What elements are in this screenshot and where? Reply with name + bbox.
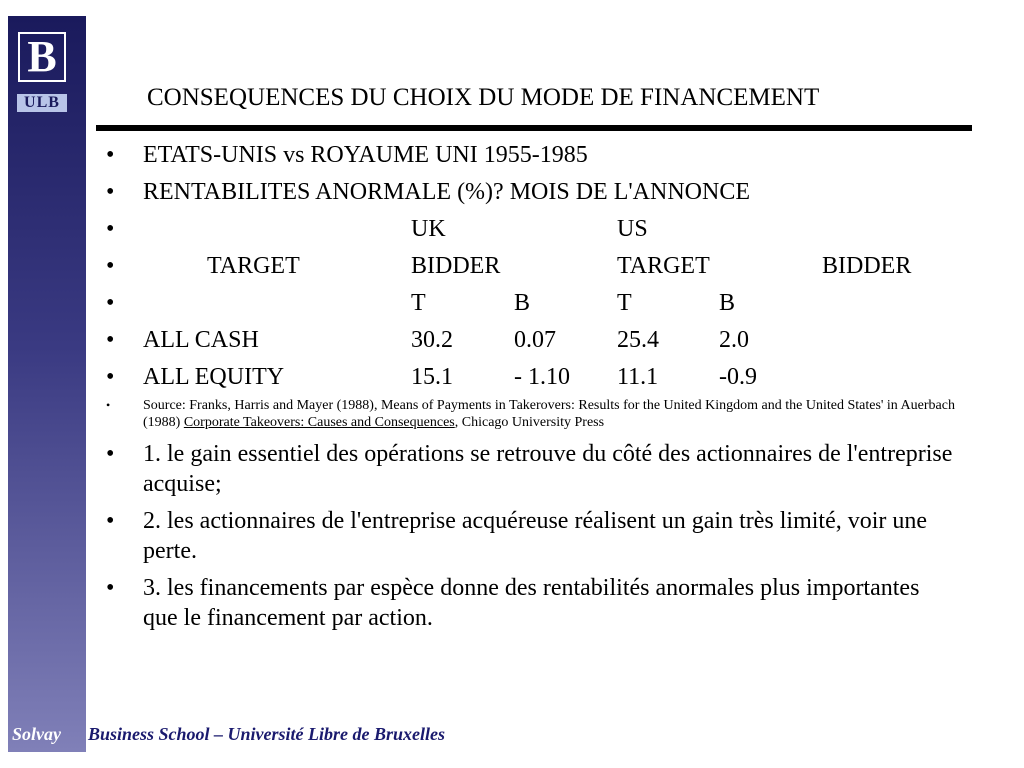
- line-returns: RENTABILITES ANORMALE (%)? MOIS DE L'ANNONCE: [143, 179, 751, 205]
- cell-value: 25.4: [617, 327, 659, 353]
- school-logo: B: [18, 32, 66, 82]
- bullet: •: [106, 327, 115, 353]
- bullet: •: [106, 364, 115, 390]
- footer-solvay: Solvay: [12, 724, 61, 744]
- header-t-uk: T: [411, 290, 426, 316]
- bullet: •: [106, 216, 115, 242]
- source-book-title: Corporate Takeovers: Causes and Consequences: [183, 415, 455, 430]
- point-text: 3. les financements par espèce donne des rentabilités anormales plus importantes que le financement par action.: [143, 575, 920, 631]
- title-rule: [96, 125, 972, 131]
- slide-title: CONSEQUENCES DU CHOIX DU MODE DE FINANCEMENT: [147, 84, 820, 111]
- slide-content: [100, 140, 960, 640]
- bullet: •: [106, 179, 115, 205]
- header-bidder-uk: BIDDER: [411, 253, 501, 279]
- point-text: 1. le gain essentiel des opérations se retrouve du côté des actionnaires de l'entreprise acquise;: [143, 441, 953, 497]
- bullet: •: [106, 441, 115, 467]
- line-countries: ETATS-UNIS vs ROYAUME UNI 1955-1985: [143, 142, 588, 168]
- table-header-row: [100, 288, 960, 318]
- list-item: [100, 573, 960, 633]
- list-item: [100, 506, 960, 566]
- row-label: ALL EQUITY: [143, 364, 285, 390]
- row-label: ALL CASH: [143, 327, 259, 353]
- cell-value: - 1.10: [514, 364, 570, 390]
- header-bidder-us: BIDDER: [822, 253, 912, 279]
- list-item: [100, 439, 960, 499]
- bullet: •: [106, 398, 111, 412]
- header-us: US: [617, 216, 648, 242]
- bullet: •: [106, 575, 115, 601]
- bullet: •: [106, 142, 115, 168]
- bullet: •: [106, 253, 115, 279]
- cell-value: 2.0: [719, 327, 749, 353]
- cell-value: 0.07: [514, 327, 556, 353]
- header-b-uk: B: [514, 290, 531, 316]
- header-target-uk: TARGET: [207, 253, 300, 279]
- point-text: 2. les actionnaires de l'entreprise acquéreuse réalisent un gain très limité, voir une perte.: [143, 508, 928, 564]
- list-item: [100, 140, 960, 170]
- ulb-logo-label: ULB: [17, 94, 67, 112]
- table-row: [100, 362, 960, 392]
- bullet: •: [106, 508, 115, 534]
- header-target-us: TARGET: [617, 253, 710, 279]
- cell-value: 11.1: [617, 364, 659, 390]
- footer-school: Business School – Université Libre de Bruxelles: [88, 724, 446, 744]
- table-header-row: [100, 214, 960, 244]
- list-item: [100, 177, 960, 207]
- source-text: Source: Franks, Harris and Mayer (1988), Means of Payments in Takerovers: Results for the United Kingdom and the United States' in Auerbach (1988): [143, 398, 955, 430]
- cell-value: 15.1: [411, 364, 453, 390]
- cell-value: -0.9: [719, 364, 757, 390]
- bullet: •: [106, 290, 115, 316]
- table-header-row: [100, 251, 960, 281]
- table-row: [100, 325, 960, 355]
- footer: [8, 724, 445, 745]
- header-uk: UK: [411, 216, 446, 242]
- source-publisher: , Chicago University Press: [454, 415, 605, 430]
- header-b-us: B: [719, 290, 736, 316]
- cell-value: 30.2: [411, 327, 453, 353]
- source-note: [100, 397, 960, 431]
- header-t-us: T: [617, 290, 632, 316]
- sidebar-band: [8, 16, 86, 752]
